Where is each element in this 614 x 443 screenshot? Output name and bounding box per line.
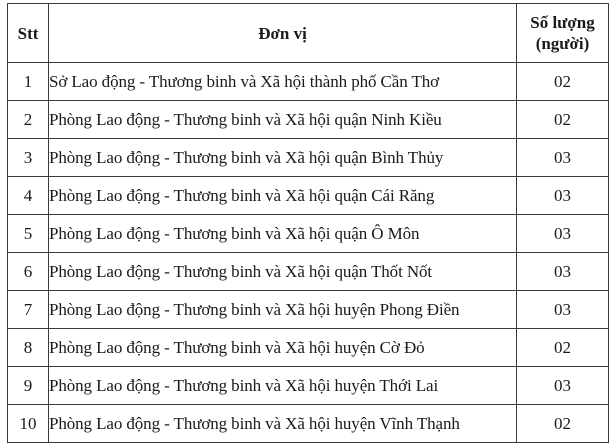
header-quantity xyxy=(517,4,609,63)
row-quantity: 02 xyxy=(517,329,609,367)
row-stt: 6 xyxy=(8,253,49,291)
row-unit: Phòng Lao động - Thương binh và Xã hội quận Ninh Kiều xyxy=(49,101,517,139)
table-row xyxy=(8,177,609,215)
row-stt: 2 xyxy=(8,101,49,139)
row-quantity: 03 xyxy=(517,177,609,215)
table-row xyxy=(8,139,609,177)
table-row xyxy=(8,405,609,443)
header-unit: Đơn vị xyxy=(49,4,517,63)
table-header-row xyxy=(8,4,609,63)
row-stt: 3 xyxy=(8,139,49,177)
table-row xyxy=(8,329,609,367)
row-stt: 1 xyxy=(8,63,49,101)
row-stt: 8 xyxy=(8,329,49,367)
row-unit: Phòng Lao động - Thương binh và Xã hội huyện Thới Lai xyxy=(49,367,517,405)
row-stt: 10 xyxy=(8,405,49,443)
header-quantity-line1: Số lượng xyxy=(530,13,595,32)
row-unit: Phòng Lao động - Thương binh và Xã hội huyện Vĩnh Thạnh xyxy=(49,405,517,443)
row-unit: Sở Lao động - Thương binh và Xã hội thành phố Cần Thơ xyxy=(49,63,517,101)
header-stt: Stt xyxy=(8,4,49,63)
row-quantity: 02 xyxy=(517,63,609,101)
table-row xyxy=(8,101,609,139)
row-unit: Phòng Lao động - Thương binh và Xã hội huyện Phong Điền xyxy=(49,291,517,329)
row-unit: Phòng Lao động - Thương binh và Xã hội quận Bình Thủy xyxy=(49,139,517,177)
row-quantity: 02 xyxy=(517,405,609,443)
row-quantity: 03 xyxy=(517,367,609,405)
row-quantity: 03 xyxy=(517,291,609,329)
table-row xyxy=(8,215,609,253)
row-unit: Phòng Lao động - Thương binh và Xã hội huyện Cờ Đỏ xyxy=(49,329,517,367)
row-quantity: 03 xyxy=(517,215,609,253)
row-unit: Phòng Lao động - Thương binh và Xã hội quận Thốt Nốt xyxy=(49,253,517,291)
table-row xyxy=(8,253,609,291)
table-row xyxy=(8,291,609,329)
table-row xyxy=(8,63,609,101)
row-quantity: 02 xyxy=(517,101,609,139)
header-quantity-line2: (người) xyxy=(535,34,590,53)
row-quantity: 03 xyxy=(517,253,609,291)
row-stt: 7 xyxy=(8,291,49,329)
row-quantity: 03 xyxy=(517,139,609,177)
row-unit: Phòng Lao động - Thương binh và Xã hội quận Ô Môn xyxy=(49,215,517,253)
table-row xyxy=(8,367,609,405)
staff-allocation-table xyxy=(7,3,609,443)
row-stt: 5 xyxy=(8,215,49,253)
row-stt: 4 xyxy=(8,177,49,215)
row-unit: Phòng Lao động - Thương binh và Xã hội quận Cái Răng xyxy=(49,177,517,215)
row-stt: 9 xyxy=(8,367,49,405)
